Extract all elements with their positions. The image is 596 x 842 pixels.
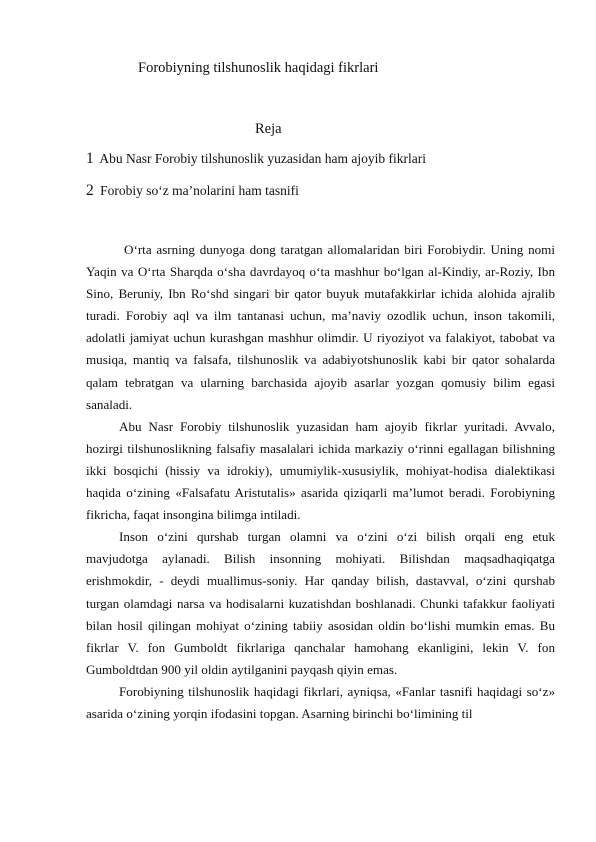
paragraph: Forobiyning tilshunoslik haqidagi fikrlari, ayniqsa, «Fanlar tasnifi haqidagi so‘z» asarida o‘zining yorqin ifodasini topgan. Asarning birinchi bo‘limining til <box>86 683 555 721</box>
paragraph: O‘rta asrning dunyoga dong taratgan allomalaridan biri Forobiydir. Uning nomi Yaqin va O‘rta Sharqda o‘sha davrdayoq o‘ta mashhur bo‘lgan al-Kindiy, ar-Roziy, Ibn Sino, Beruniy, Ibn Ro‘shd singari bir qator buyuk mutafakkirlar ichida alohida ajralib turadi. Forobiy aql va ilm tantanasi uchun, ma’naviy ozodlik uchun, inson takomili, adolatli jamiyat uchun kurashgan mashhur olimdir. U riyoziyot va falakiyot, tabobat va musiqa, mantiq va falsafa, tilshunoslik va adabiyotshunoslik kabi bir qator sohalarda qalam tebratgan va ularning barchasida ajoyib asarlar yozgan qomusiy bilim egasi sanaladi. <box>86 242 555 412</box>
paragraph: Inson o‘zini qurshab turgan olamni va o‘zini o‘zi bilish orqali eng etuk mavjudotga aylanadi. Bilish insonning mohiyati. Bilishdan maqsadhaqiqatga erishmokdir, - deydi muallimus-soniy. Har qanday bilish, dastavval, o‘zini qurshab turgan olamdagi narsa va hodisalarni kuzatishdan boshlanadi. Chunki tafakkur faoliyati bilan hosil qilingan mohiyat o‘zining tabiiy asosidan oldin bo‘lishi mumkin emas. Bu fikrlar V. fon Gumboldt fikrlariga qanchalar hamohang ekanligini, lekin V. fon Gumboldtdan 900 yil oldin aytilganini payqash qiyin emas. <box>86 529 555 677</box>
plan-item-text: Abu Nasr Forobiy tilshunoslik yuzasidan ham ajoyib fikrlari <box>99 151 426 166</box>
document-title: Forobiyning tilshunoslik haqidagi fikrlari <box>138 60 379 76</box>
plan-heading: Reja <box>255 121 282 137</box>
plan-item-number: 2 <box>86 182 94 199</box>
plan-item-number: 1 <box>86 150 94 167</box>
plan-item <box>86 150 426 168</box>
body-text <box>86 239 555 725</box>
paragraph: Abu Nasr Forobiy tilshunoslik yuzasidan ham ajoyib fikrlar yuritadi. Avvalo, hozirgi tilshunoslikning falsafiy masalalari ichida markaziy o‘rinni egallagan bilishning ikki bosqichi (hissiy va idrokiy), umumiylik-xususiylik, mohiyat-hodisa dialektikasi haqida o‘zining «Falsafatu Aristutalis» asarida qiziqarli ma’lumot beradi. Forobiyning fikricha, faqat insongina bilimga intiladi. <box>86 418 555 523</box>
plan-item <box>86 182 299 200</box>
plan-item-text: Forobiy so‘z ma’nolarini ham tasnifi <box>100 183 299 198</box>
